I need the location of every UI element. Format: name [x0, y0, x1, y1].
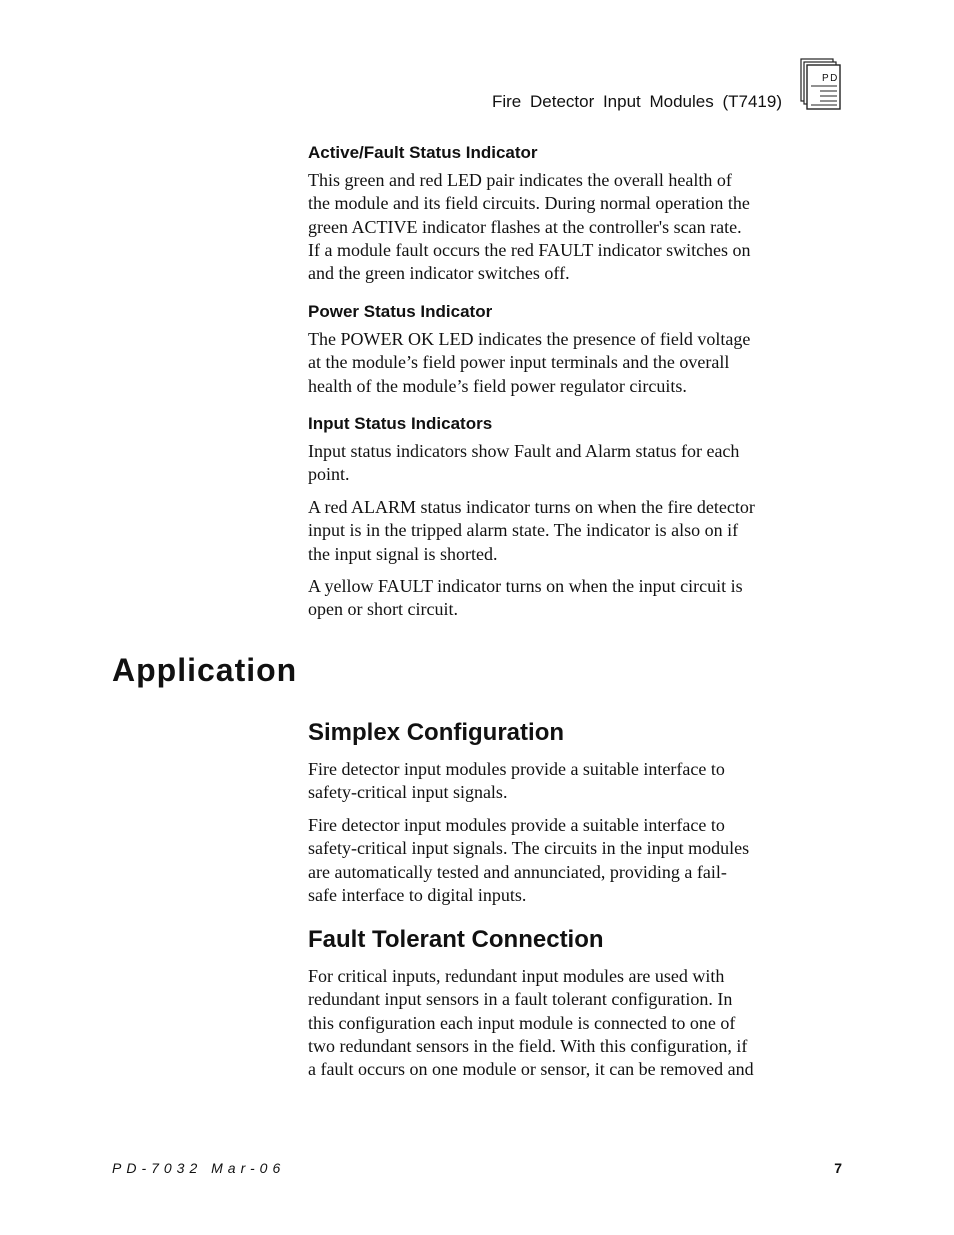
- text-line: For critical inputs, redundant input modules are used with: [308, 966, 725, 986]
- text-line: open or short circuit.: [308, 599, 458, 620]
- power-status-heading: Power Status Indicator: [308, 302, 493, 321]
- power-status-paragraph: [308, 328, 848, 398]
- active-fault-paragraph: [308, 169, 848, 285]
- input-status-paragraph-1: [308, 440, 848, 487]
- text-line: A red ALARM status indicator turns on when the fire detector: [308, 497, 755, 517]
- text-line: A yellow FAULT indicator turns on when the input circuit is: [308, 576, 743, 596]
- text-line: input is in the tripped alarm state. The indicator is also on if: [308, 520, 739, 541]
- text-line: safe interface to digital inputs.: [308, 884, 527, 905]
- input-status-paragraph-2: [308, 496, 848, 566]
- text-line: point.: [308, 464, 350, 485]
- text-line: redundant input sensors in a fault tolerant configuration. In: [308, 989, 733, 1010]
- text-line: health of the module’s field power regulator circuits.: [308, 375, 687, 396]
- simplex-configuration-heading: Simplex Configuration: [308, 719, 565, 746]
- text-line: This green and red LED pair indicates the overall health of: [308, 170, 732, 190]
- simplex-paragraph-1: [308, 758, 848, 805]
- text-line: two redundant sensors in the field. With this configuration, if: [308, 1035, 748, 1056]
- running-header: Fire Detector Input Modules (T7419): [491, 92, 782, 111]
- text-line: If a module fault occurs the red FAULT indicator switches on: [308, 239, 751, 260]
- text-line: the module and its field circuits. During normal operation the: [308, 193, 750, 214]
- text-line: Input status indicators show Fault and Alarm status for each: [308, 441, 740, 461]
- application-heading: Application: [112, 652, 298, 688]
- text-line: the input signal is shorted.: [308, 543, 498, 564]
- footer-doc-id: PD-7032 Mar-06: [112, 1160, 286, 1176]
- input-status-paragraph-3: [308, 575, 848, 622]
- text-line: at the module’s field power input terminals and the overall: [308, 352, 730, 373]
- text-line: Fire detector input modules provide a suitable interface to: [308, 759, 725, 779]
- text-line: green ACTIVE indicator flashes at the controller's scan rate.: [308, 216, 742, 237]
- fault-tolerant-paragraph: [308, 965, 848, 1081]
- input-status-heading: Input Status Indicators: [308, 414, 493, 433]
- text-line: a fault occurs on one module or sensor, it can be removed and: [308, 1059, 754, 1080]
- svg-text:PD: PD: [822, 73, 839, 84]
- text-line: safety-critical input signals.: [308, 782, 508, 803]
- text-line: safety-critical input signals. The circuits in the input modules: [308, 838, 750, 859]
- text-line: this configuration each input module is connected to one of: [308, 1012, 736, 1033]
- text-line: Fire detector input modules provide a suitable interface to: [308, 815, 725, 835]
- pd-document-icon: [800, 58, 842, 112]
- active-fault-heading: Active/Fault Status Indicator: [308, 143, 538, 162]
- fault-tolerant-heading: Fault Tolerant Connection: [308, 926, 604, 953]
- text-line: and the green indicator switches off.: [308, 263, 570, 284]
- text-line: are automatically tested and annunciated, providing a fail-: [308, 861, 727, 882]
- simplex-paragraph-2: [308, 814, 848, 907]
- text-line: The POWER OK LED indicates the presence of field voltage: [308, 329, 751, 349]
- page-number: 7: [834, 1160, 842, 1176]
